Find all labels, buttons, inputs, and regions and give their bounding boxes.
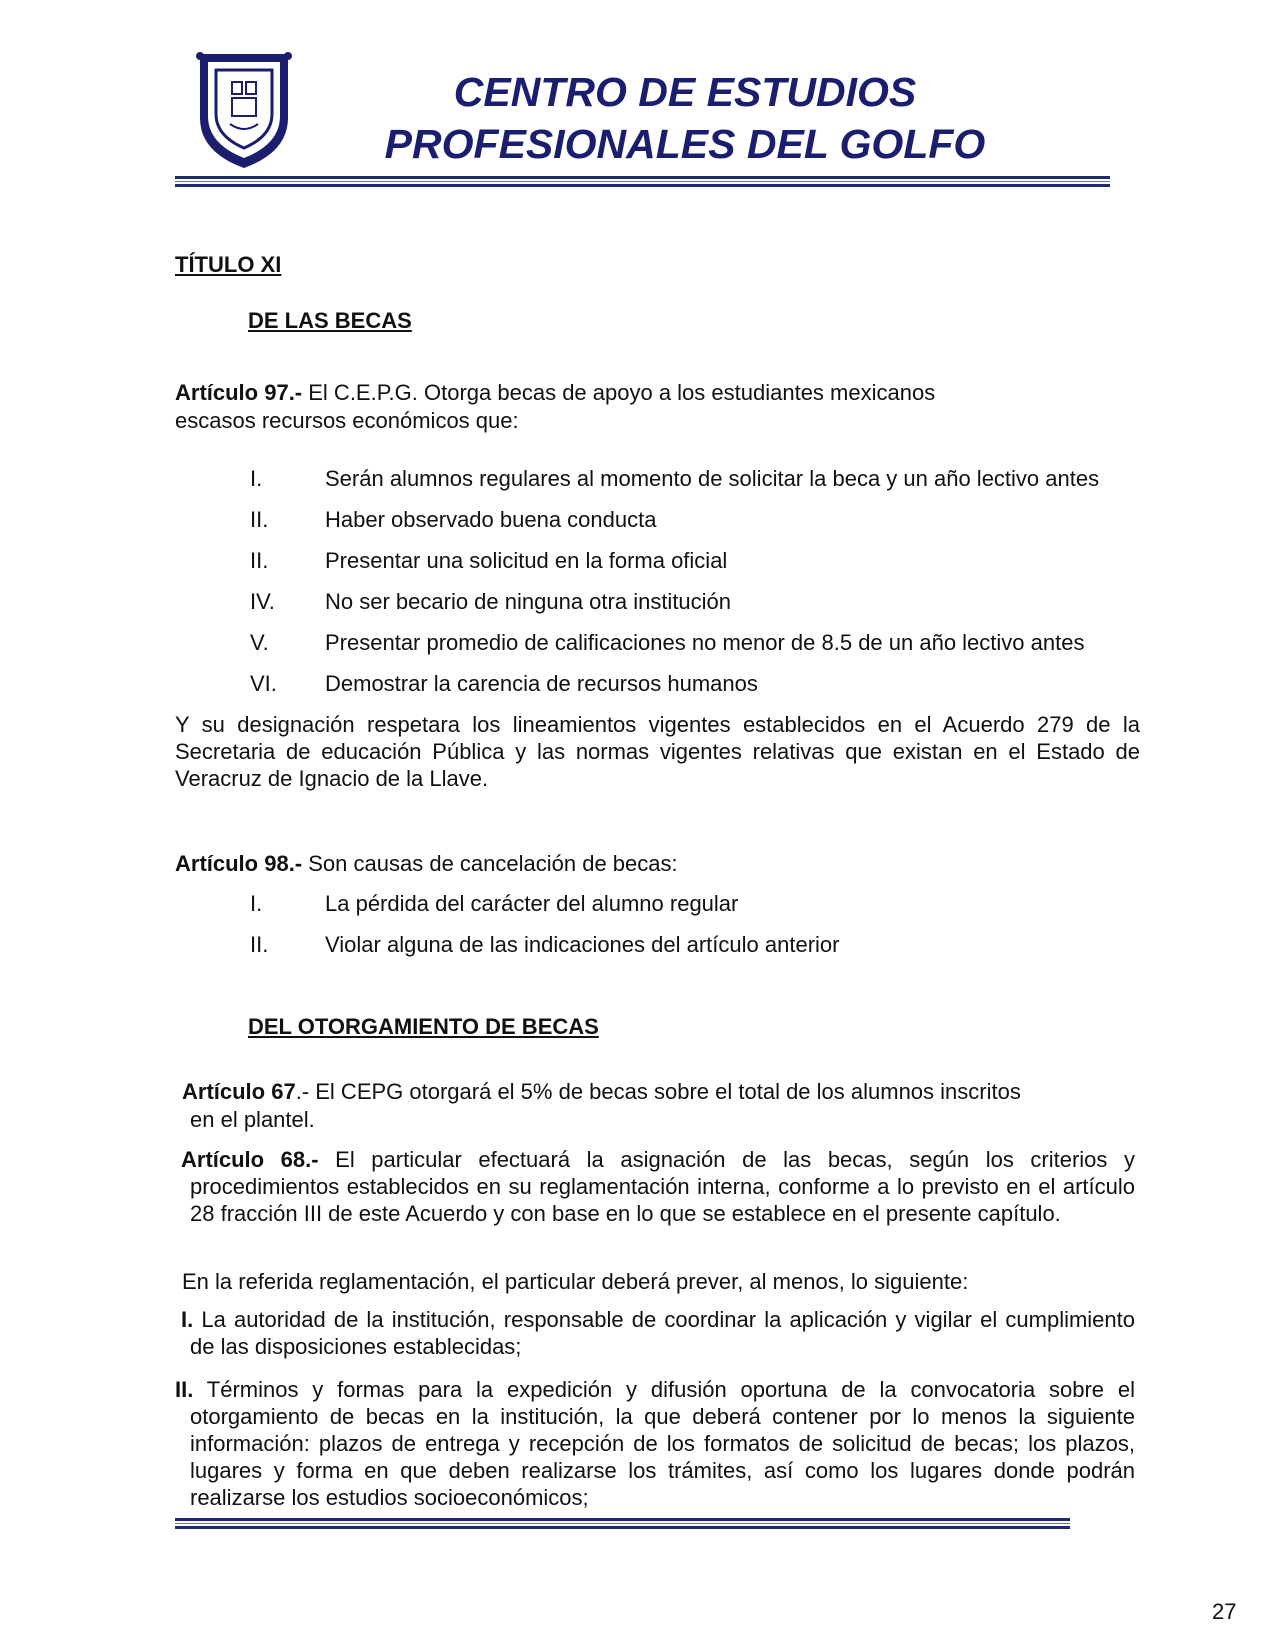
article-98-item-2-number: II. xyxy=(250,932,269,957)
article-98-item-2-text: Violar alguna de las indicaciones del artículo anterior xyxy=(325,932,840,957)
article-68-label: Artículo 68.- xyxy=(181,1147,319,1172)
article-67-continued: en el plantel. xyxy=(190,1107,315,1132)
reglamentacion-text: En la referida reglamentación, el particular deberá prever, al menos, lo siguiente: xyxy=(182,1269,969,1294)
section-subtitle: DE LAS BECAS xyxy=(248,308,412,333)
article-97-item-4-text: No ser becario de ninguna otra institución xyxy=(325,589,732,614)
header-rule-top xyxy=(175,176,1110,179)
article-98-label: Artículo 98.- xyxy=(175,851,303,876)
fraccion-1-text: La autoridad de la institución, responsable de coordinar la aplicación y vigilar el cumplimiento de las disposiciones establecidas; xyxy=(190,1307,1135,1359)
article-98-intro-text: Son causas de cancelación de becas: xyxy=(302,851,678,876)
article-97-label: Artículo 97.- xyxy=(175,380,303,405)
article-97-item-4-number: IV. xyxy=(250,589,275,614)
header-rule-middle xyxy=(175,181,1110,182)
article-97-item-2-number: II. xyxy=(250,507,269,532)
article-97-item-1-number: I. xyxy=(250,466,263,491)
otorgamiento-heading: DEL OTORGAMIENTO DE BECAS xyxy=(248,1014,599,1039)
section-title: TÍTULO XI xyxy=(175,252,282,277)
article-97-item-6-text: Demostrar la carencia de recursos humanos xyxy=(325,671,758,696)
footer-rule-top xyxy=(175,1518,1070,1521)
article-97-item-5-number: V. xyxy=(250,630,269,655)
header-rule-bottom xyxy=(175,184,1110,187)
fraccion-2-text: Términos y formas para la expedición y difusión oportuna de la convocatoria sobre el otorgamiento de becas en la institución, la que deberá contener por lo menos la siguiente información: plazos de entrega y recepción de los formatos de solicitud de becas; los plazos, lugares y forma en que deben realizarse los trámites, así como los lugares donde podrán realizarse los estudios socioeconómicos; xyxy=(190,1377,1135,1510)
article-97-item-6-number: VI. xyxy=(250,671,277,696)
footer-rule-bottom xyxy=(175,1526,1070,1529)
fraccion-2 xyxy=(175,1376,1135,1511)
article-67 xyxy=(182,1078,1021,1105)
article-97-item-2-text: Haber observado buena conducta xyxy=(325,507,657,532)
institution-title xyxy=(300,66,1070,170)
article-98-intro xyxy=(175,850,678,877)
page-number: 27 xyxy=(1212,1599,1237,1624)
article-98-item-1-number: I. xyxy=(250,891,263,916)
article-97-item-1-text: Serán alumnos regulares al momento de solicitar la beca y un año lectivo antes xyxy=(325,466,1100,491)
institution-shield-logo-icon xyxy=(192,48,296,172)
article-97-item-3-number: II. xyxy=(250,548,269,573)
fraccion-1-label: I. xyxy=(181,1307,194,1332)
footer-rule-middle xyxy=(175,1523,1070,1524)
article-97-intro xyxy=(175,379,935,406)
article-97-closing: Y su designación respetara los lineamientos vigentes establecidos en el Acuerdo 279 de la Secretaria de educación Pública y las normas vigentes relativas que existan en el Estado de Veracruz de Ignacio de la Llave. xyxy=(175,712,1140,791)
article-68-text: El particular efectuará la asignación de las becas, según los criterios y procedimientos establecidos en su reglamentación interna, conforme a lo previsto en el artículo 28 fracción III de este Acuerdo y con base en lo que se establece en el presente capítulo. xyxy=(190,1147,1135,1226)
article-97-intro-line2: escasos recursos económicos que: xyxy=(175,408,519,433)
article-97-intro-text: El C.E.P.G. Otorga becas de apoyo a los estudiantes mexicanos xyxy=(302,380,936,405)
article-67-text: .- El CEPG otorgará el 5% de becas sobre el total de los alumnos inscritos xyxy=(295,1079,1021,1104)
article-98-item-1-text: La pérdida del carácter del alumno regular xyxy=(325,891,739,916)
article-97-item-5-text: Presentar promedio de calificaciones no menor de 8.5 de un año lectivo antes xyxy=(325,630,1085,655)
institution-title-line2: PROFESIONALES DEL GOLFO xyxy=(384,121,986,167)
fraccion-1 xyxy=(181,1306,1135,1360)
article-68 xyxy=(181,1146,1135,1227)
fraccion-2-label: II. xyxy=(175,1377,194,1402)
article-67-label: Artículo 67 xyxy=(182,1079,296,1104)
article-97-item-3-text: Presentar una solicitud en la forma oficial xyxy=(325,548,728,573)
institution-title-line1: CENTRO DE ESTUDIOS xyxy=(453,69,917,115)
